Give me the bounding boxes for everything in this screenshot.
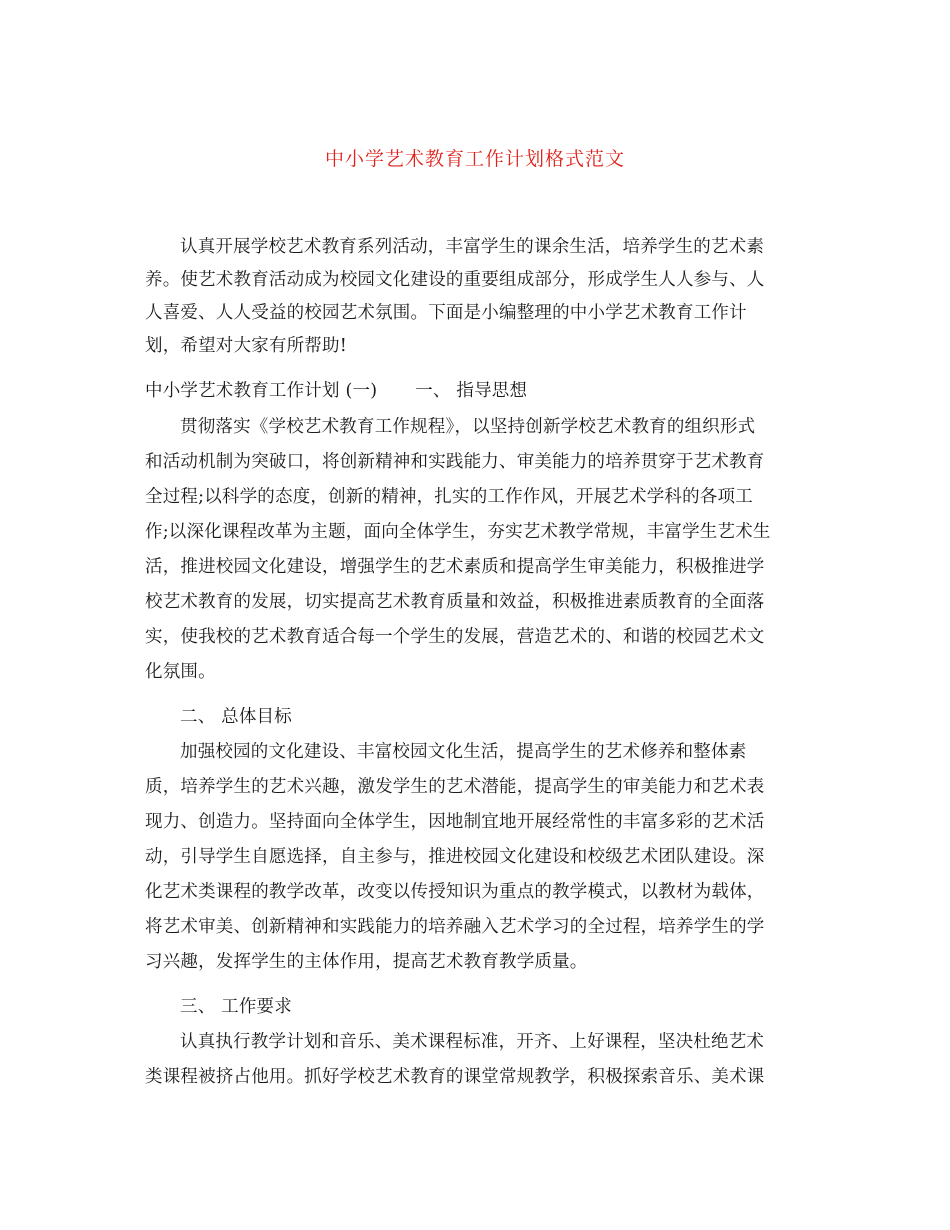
plan-heading: 中小学艺术教育工作计划 (一): [145, 381, 378, 401]
intro-line: 养。使艺术教育活动成为校园文化建设的重要组成部分，形成学生人人参与、人: [145, 270, 765, 290]
section2-heading: 二、 总体目标: [180, 707, 292, 727]
section1-line: 作;以深化课程改革为主题，面向全体学生，夯实艺术教学常规，丰富学生艺术生: [145, 522, 771, 542]
section1-line: 实，使我校的艺术教育适合每一个学生的发展，营造艺术的、和谐的校园艺术文: [145, 627, 765, 647]
section2-line: 加强校园的文化建设、丰富校园文化生活，提高学生的艺术修养和整体素: [180, 742, 747, 762]
section3-heading: 三、 工作要求: [180, 997, 292, 1017]
intro-line: 认真开展学校艺术教育系列活动，丰富学生的课余生活，培养学生的艺术素: [180, 237, 765, 257]
section2-line: 习兴趣，发挥学生的主体作用，提高艺术教育教学质量。: [145, 952, 588, 972]
intro-line: 划，希望对大家有所帮助!: [145, 336, 347, 356]
intro-line: 人喜爱、人人受益的校园艺术氛围。下面是小编整理的中小学艺术教育工作计: [145, 303, 747, 323]
section2-line: 现力、创造力。坚持面向全体学生，因地制宜地开展经常性的丰富多彩的艺术活: [145, 812, 765, 832]
section3-line: 认真执行教学计划和音乐、美术课程标准，开齐、上好课程，坚决杜绝艺术: [180, 1032, 765, 1052]
section1-line: 贯彻落实《学校艺术教育工作规程》，以坚持创新学校艺术教育的组织形式: [180, 417, 756, 437]
section1-line: 化氛围。: [145, 662, 216, 682]
section3-line: 类课程被挤占他用。抓好学校艺术教育的课堂常规教学，积极探索音乐、美术课: [145, 1067, 765, 1087]
document-title: 中小学艺术教育工作计划格式范文: [324, 148, 625, 170]
section2-line: 动，引导学生自愿选择，自主参与，推进校园文化建设和校级艺术团队建设。深: [145, 847, 765, 867]
section1-line: 活，推进校园文化建设，增强学生的艺术素质和提高学生审美能力，积极推进学: [145, 557, 765, 577]
section2-line: 将艺术审美、创新精神和实践能力的培养融入艺术学习的全过程，培养学生的学: [145, 917, 765, 937]
section1-line: 校艺术教育的发展，切实提高艺术教育质量和效益，积极推进素质教育的全面落: [145, 592, 765, 612]
section2-line: 化艺术类课程的教学改革，改变以传授知识为重点的教学模式，以教材为载体，: [145, 882, 765, 902]
section1-heading: 一、 指导思想: [415, 381, 528, 401]
section2-line: 质，培养学生的艺术兴趣，激发学生的艺术潜能，提高学生的审美能力和艺术表: [145, 777, 765, 797]
section1-line: 和活动机制为突破口，将创新精神和实践能力、审美能力的培养贯穿于艺术教育: [145, 452, 765, 472]
section1-line: 全过程;以科学的态度，创新的精神，扎实的工作作风，开展艺术学科的各项工: [145, 487, 753, 507]
plan-heading-row: [145, 379, 527, 403]
